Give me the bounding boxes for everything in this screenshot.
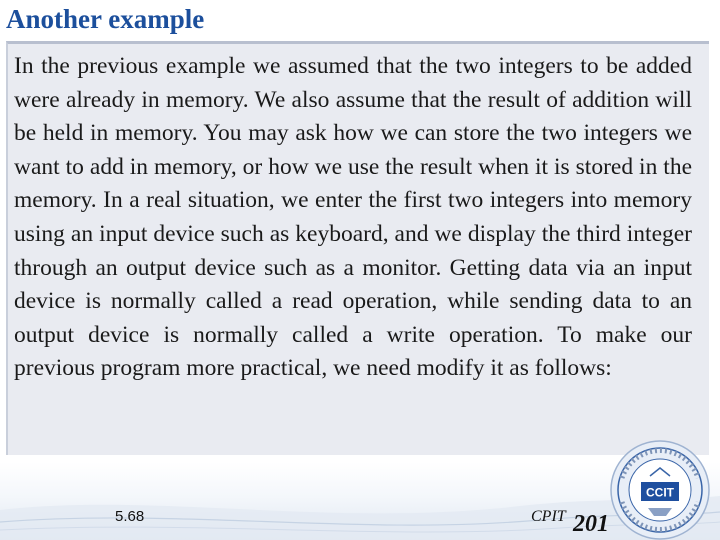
ccit-seal-logo-icon	[608, 438, 712, 540]
body-paragraph: In the previous example we assumed that the two integers to be added were already in memory. We also assume that the result of addition will be held in memory. You may ask how we can store the two integers we want to add in memory, or how we use the result when it is stored in the memory. In a real situation, we enter the first two integers into memory using an input device such as keyboard, and we display the third integer through an output device such as a monitor. Getting data via an input device is normally called a read operation, while sending data to an output device is normally called a write operation. To make our previous program more practical, we need modify it as follows:	[14, 53, 692, 382]
page-number: 5.68	[115, 508, 145, 525]
slide-title: Another example	[6, 4, 205, 34]
course-code: CPIT	[531, 508, 566, 525]
logo-text: CCIT	[646, 485, 674, 500]
course-number: 201	[573, 511, 609, 537]
